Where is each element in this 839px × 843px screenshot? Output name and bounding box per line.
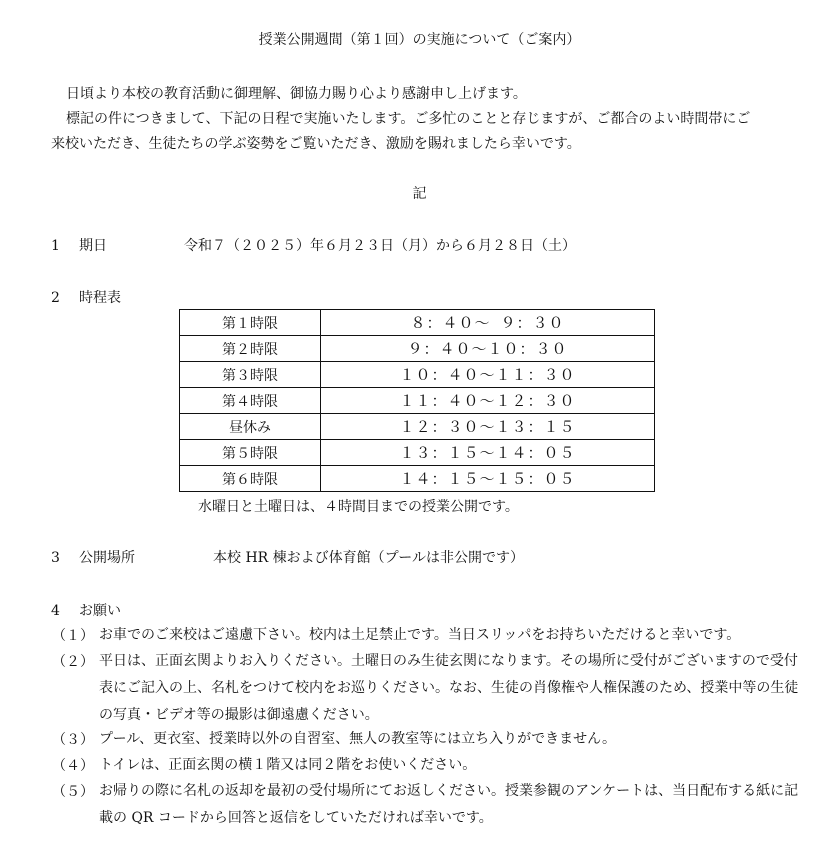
period-cell: 第３時限 <box>180 362 321 388</box>
request-text: トイレは、正面玄関の横１階又は同２階をお使いください。 <box>99 757 477 773</box>
intro-line-1: 日頃より本校の教育活動に御理解、御協力賜り心より感謝申し上げます。 <box>66 86 527 102</box>
time-cell: １３：１５～１４：０５ <box>321 440 655 466</box>
request-text: 平日は、正面玄関よりお入りください。土曜日のみ生徒玄関になります。その場所に受付がございますので受付表にご記入の上、名札をつけて校内をお巡りください。なお、生徒の肖像権や人権保護のため、授業中等の生徒の写真・ビデオ等の撮影は御遠慮ください。 <box>99 653 799 723</box>
time-cell: １２：３０～１３：１５ <box>321 414 655 440</box>
table-row <box>180 466 655 492</box>
ki-heading: 記 <box>412 186 427 202</box>
section1-number: 1 <box>51 238 60 254</box>
document-title: 授業公開週間（第１回）の実施について（ご案内） <box>258 32 581 48</box>
period-cell: 第６時限 <box>180 466 321 492</box>
time-cell: １０：４０～１１：３０ <box>321 362 655 388</box>
table-row <box>180 336 655 362</box>
request-number: （４） <box>52 758 94 774</box>
section1-date: 令和７（２０２５）年６月２３日（月）から６月２８日（土） <box>184 238 576 254</box>
section2-number: 2 <box>51 290 60 306</box>
request-text: お車でのご来校はご遠慮下さい。校内は土足禁止です。当日スリッパをお持ちいただけると幸いです。 <box>99 627 741 643</box>
section3-location: 本校 HR 棟および体育館（プールは非公開です） <box>213 550 524 566</box>
request-number: （１） <box>52 628 94 644</box>
period-cell: 第１時限 <box>180 310 321 336</box>
table-row <box>180 440 655 466</box>
period-cell: 昼休み <box>180 414 321 440</box>
period-cell: 第４時限 <box>180 388 321 414</box>
section4-label: お願い <box>79 603 121 619</box>
request-number: （３） <box>52 732 94 748</box>
section1-label: 期日 <box>79 238 107 254</box>
table-row <box>180 362 655 388</box>
request-number: （５） <box>52 784 94 800</box>
time-cell: １１：４０～１２：３０ <box>321 388 655 414</box>
time-cell: ９：４０～１０：３０ <box>321 336 655 362</box>
request-text: プール、更衣室、授業時以外の自習室、無人の教室等には立ち入りができません。 <box>99 731 617 747</box>
table-row <box>180 414 655 440</box>
table-row <box>180 388 655 414</box>
request-number: （２） <box>52 654 94 670</box>
intro-line-3: 来校いただき、生徒たちの学ぶ姿勢をご覧いただき、激励を賜れましたら幸いです。 <box>51 136 581 152</box>
period-cell: 第２時限 <box>180 336 321 362</box>
time-cell: ８：４０～ ９：３０ <box>321 310 655 336</box>
period-cell: 第５時限 <box>180 440 321 466</box>
request-text: お帰りの際に名札の返却を最初の受付場所にてお返しください。授業参観のアンケートは、当日配布する紙に記載の QR コードから回答と返信をしていただければ幸いです。 <box>99 783 799 826</box>
section4-number: 4 <box>51 603 60 619</box>
schedule-note: 水曜日と土曜日は、４時間目までの授業公開です。 <box>198 499 519 515</box>
table-row <box>180 310 655 336</box>
schedule-table <box>179 309 655 492</box>
section2-label: 時程表 <box>79 290 121 306</box>
intro-line-2: 標記の件につきまして、下記の日程で実施いたします。ご多忙のことと存じますが、ご都合のよい時間帯にご <box>66 111 751 127</box>
section3-number: 3 <box>51 550 60 566</box>
section3-label: 公開場所 <box>79 550 135 566</box>
time-cell: １４：１５～１５：０５ <box>321 466 655 492</box>
